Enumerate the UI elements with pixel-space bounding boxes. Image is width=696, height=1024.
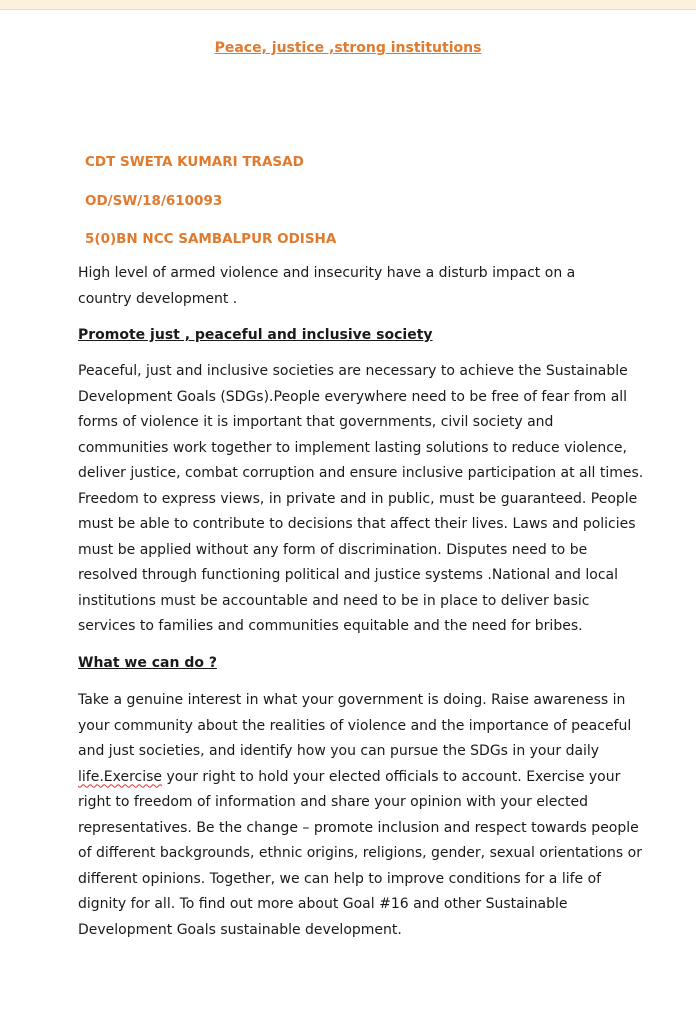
document-title: Peace, justice ,strong institutions [214,40,482,56]
section-heading-what-we-can-do: What we can do ? [78,655,217,671]
text-line: Development Goals sustainable development. [78,921,402,938]
text-line: Development Goals (SDGs).People everywhere need to be free of fear from all [78,388,628,405]
text-line: Peaceful, just and inclusive societies are necessary to achieve the Sustainable [78,363,628,379]
intro-paragraph [78,261,638,312]
text-line: different opinions. Together, we can help to improve conditions for a life of [78,870,602,887]
text-line: your community about the realities of violence and the importance of peaceful [78,717,632,734]
text-fragment: your right to hold your elected officials to account. Exercise your [162,768,621,785]
text-line: resolved through functioning political and justice systems .National and local [78,567,619,583]
text-line: communities work together to implement lasting solutions to reduce violence, [78,439,627,456]
text-line: right to freedom of information and share your opinion with your elected [78,794,589,810]
text-line: deliver justice, combat corruption and ensure inclusive participation at all times. [78,465,644,481]
top-header-band [0,0,696,10]
author-name: CDT SWETA KUMARI TRASAD [85,154,304,170]
text-line: services to families and communities equitable and the need for bribes. [78,618,583,634]
spellcheck-flagged-word[interactable]: life.Exercise [78,768,163,785]
text-line: must be able to contribute to decisions that affect their lives. Laws and policies [78,516,636,532]
section1-paragraph [78,359,644,640]
regimental-number: OD/SW/18/610093 [85,193,223,209]
unit-name: 5(0)BN NCC SAMBALPUR ODISHA [85,231,337,247]
text-line: forms of violence it is important that governments, civil society and [78,414,554,430]
text-line: country development . [78,290,238,307]
text-line: representatives. Be the change – promote inclusion and respect towards people [78,819,639,836]
text-line: dignity for all. To find out more about Goal #16 and other Sustainable [78,896,568,912]
text-line: and just societies, and identify how you can pursue the SDGs in your daily [78,743,600,759]
text-line: of different backgrounds, ethnic origins, religions, gender, sexual orientations or [78,845,642,861]
text-line: Freedom to express views, in private and in public, must be guaranteed. People [78,490,638,507]
section2-paragraph [78,688,642,943]
text-line: institutions must be accountable and need to be in place to deliver basic [78,592,590,609]
text-line: High level of armed violence and insecurity have a disturb impact on a [78,265,576,281]
section-heading-promote-society: Promote just , peaceful and inclusive society [78,327,433,343]
text-line-with-spellcheck [78,765,638,791]
text-line: must be applied without any form of discrimination. Disputes need to be [78,541,588,558]
text-line: Take a genuine interest in what your government is doing. Raise awareness in [78,692,626,708]
